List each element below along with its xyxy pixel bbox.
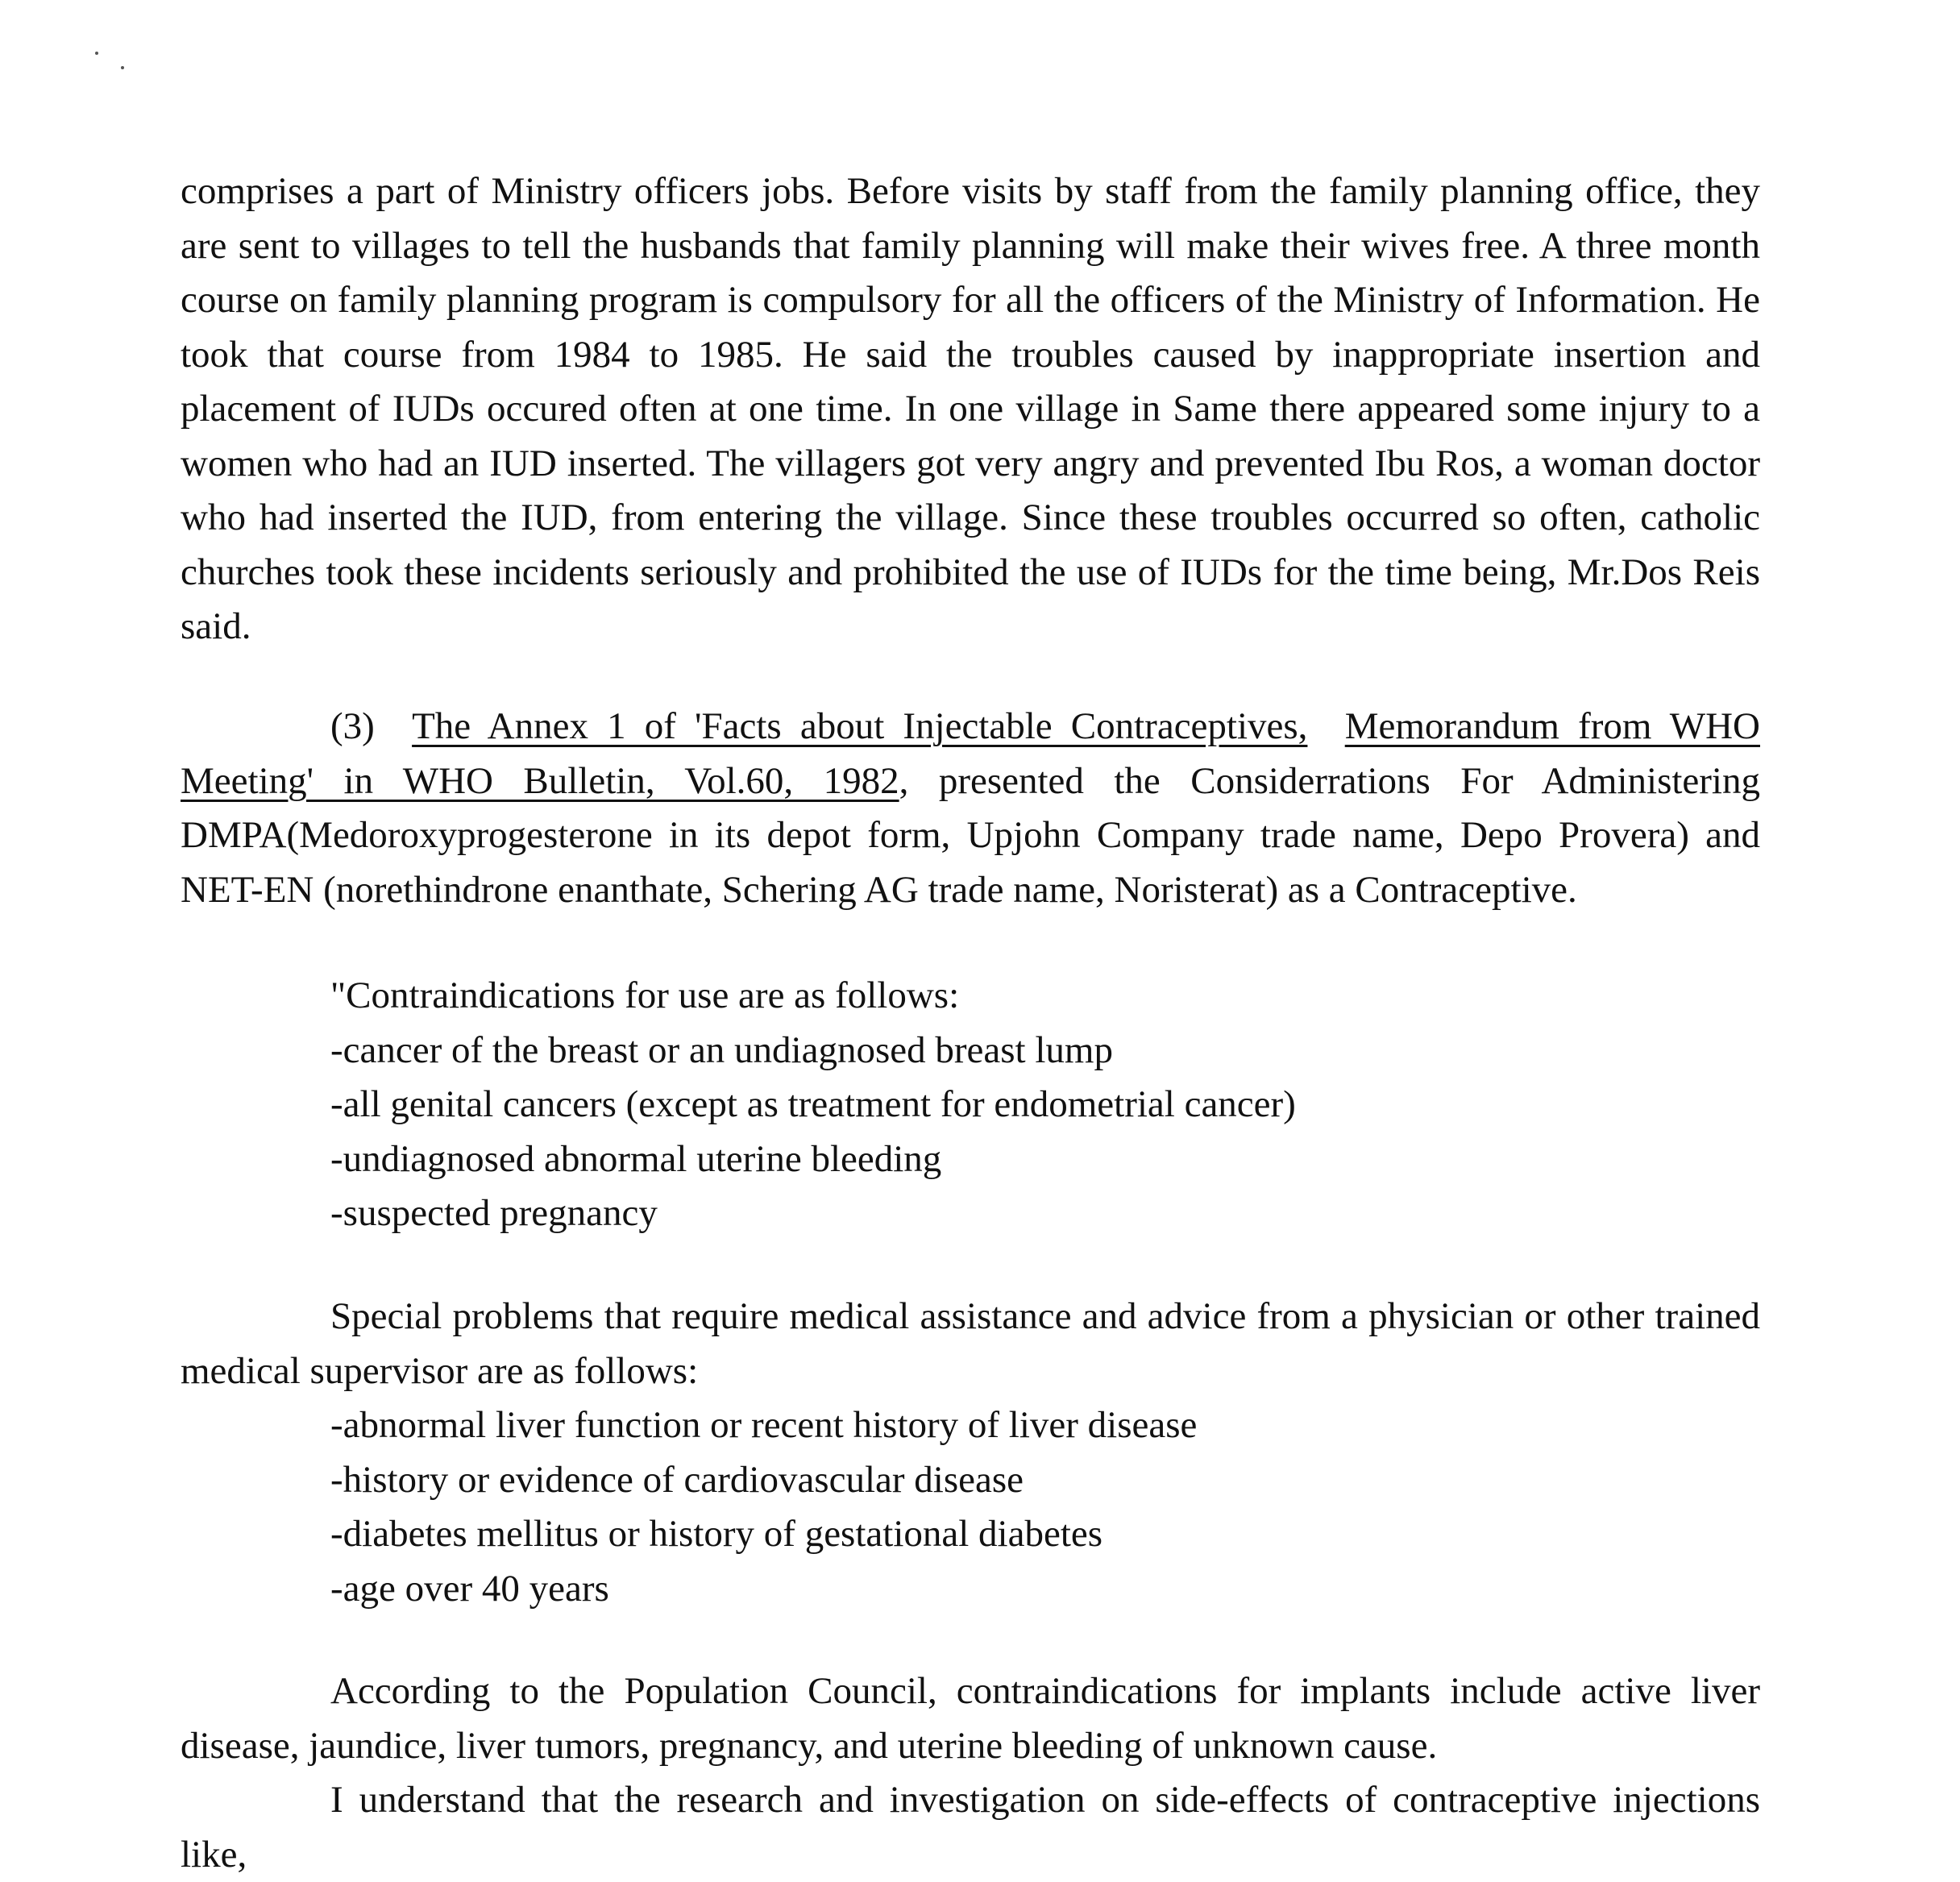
list-item: -history or evidence of cardiovascular disease <box>330 1458 1024 1501</box>
paragraph-ministry-officers: comprises a part of Ministry officers jobs. Before visits by staff from the family planning office, they are sent to villages to tell the husbands that family planning will make their wives free. A three month course on family planning program is compulsory for all the officers of the Ministry of Information. He took that course from 1984 to 1985. He said the troubles caused by inappropriate insertion and placement of IUDs occured often at one time. In one village in Same there appeared some injury to a women who had an IUD inserted. The villagers got very angry and prevented Ibu Ros, a woman doctor who had inserted the IUD, from entering the village. Since these troubles occurred so often, catholic churches took these incidents seriously and prohibited the use of IUDs for the time being, Mr.Dos Reis said. <box>181 170 1760 647</box>
population-council-text: According to the Population Council, contraindications for implants include active liver disease, jaundice, liver tumors, pregnancy, and uterine bleeding of unknown cause. <box>181 1670 1760 1767</box>
list-item: -cancer of the breast or an undiagnosed breast lump <box>330 1028 1113 1071</box>
scan-speck <box>95 52 98 55</box>
special-problems-intro: Special problems that require medical assistance and advice from a physician or other trained medical supervisor are as follows: <box>181 1295 1760 1392</box>
understand-text: I understand that the research and investigation on side-effects of contraceptive injections like, <box>181 1779 1760 1876</box>
paragraph-population-council <box>181 1664 1760 1882</box>
scan-speck <box>121 66 124 69</box>
annex-citation-title: The Annex 1 of 'Facts about Injectable Contraceptives, <box>412 705 1308 747</box>
list-item: -all genital cancers (except as treatment for endometrial cancer) <box>330 1083 1296 1125</box>
special-problems-list <box>330 1398 1765 1616</box>
list-item: -abnormal liver function or recent history of liver disease <box>330 1404 1198 1446</box>
list-item: -suspected pregnancy <box>330 1192 658 1234</box>
list-item: -age over 40 years <box>330 1567 609 1610</box>
contraindications-intro: "Contraindications for use are as follows: <box>330 974 960 1016</box>
annex-number: (3) <box>330 705 375 747</box>
annex-citation-source: Memorandum from WHO Meeting' in WHO Bulletin, Vol.60, 1982 <box>181 705 1760 802</box>
paragraph-annex-citation <box>181 700 1760 917</box>
contraindications-list <box>330 969 1765 1241</box>
list-item: -diabetes mellitus or history of gestational diabetes <box>330 1513 1103 1555</box>
paragraph-special-problems <box>181 1290 1760 1398</box>
list-item: -undiagnosed abnormal uterine bleeding <box>330 1137 942 1180</box>
annex-citation-rest: , presented the Considerrations For Administering DMPA(Medoroxyprogesterone in its depot form, Upjohn Company trade name, Depo Provera) and NET-EN (norethindrone enanthate, Schering AG trade name, Noristerat) as a Contraceptive. <box>181 759 1760 911</box>
